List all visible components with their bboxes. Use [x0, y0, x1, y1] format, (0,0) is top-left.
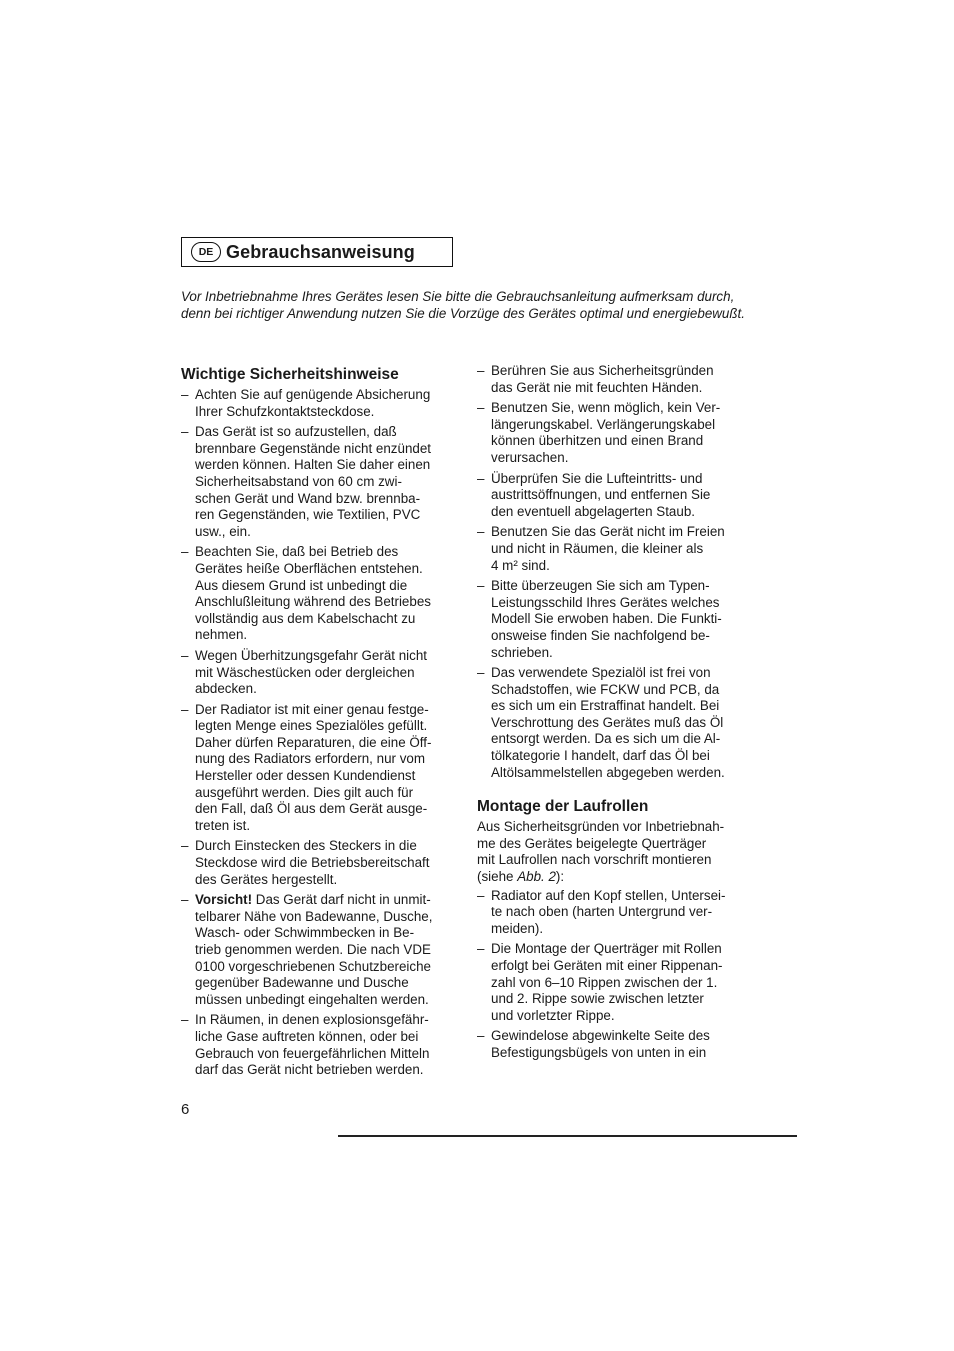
- list-item: [181, 544, 461, 644]
- list-dash: –: [477, 524, 485, 540]
- list-item: [181, 424, 461, 540]
- list-item: [181, 702, 461, 835]
- casters-intro-text: Aus Sicherheitsgründen vor Inbetriebnah- me des Gerätes beigelegte Querträger mit Laufrollen nach vorschrift montieren (siehe: [477, 819, 725, 885]
- list-item-text: Wegen Überhitzungsgefahr Gerät nicht mit Wäschestücken oder dergleichen abdecken.: [195, 647, 427, 697]
- figure-reference: Abb. 2: [517, 869, 556, 885]
- warning-text: [195, 892, 461, 1008]
- right-column: [477, 363, 767, 1066]
- language-badge: DE: [191, 242, 221, 262]
- list-dash: –: [477, 1028, 485, 1044]
- list-dash: –: [477, 941, 485, 957]
- warning-body: Das Gerät darf nicht in unmit- telbarer Nähe von Badewanne, Dusche, Wasch- oder Schwimmbecken in Be- trieb genommen werden. Die nach VDE 0100 vorgeschriebenen Schutzbereiche gegenüber Badewanne und Dusche müssen unbedingt eingehalten werden.: [195, 892, 433, 1007]
- list-item: [477, 400, 767, 466]
- list-dash: –: [181, 647, 189, 663]
- list-item-text: Durch Einstecken des Steckers in die Steckdose wird die Betriebsbereitschaft des Gerätes hergestellt.: [195, 838, 430, 887]
- list-item: [181, 838, 461, 888]
- intro-paragraph: Vor Inbetriebnahme Ihres Gerätes lesen Sie bitte die Gebrauchsanleitung aufmerksam durch, denn bei richtiger Anwendung nutzen Sie die Vorzüge des Gerätes optimal und energiebewußt.: [181, 289, 746, 321]
- list-item-text: Benutzen Sie das Gerät nicht im Freien und nicht in Räumen, die kleiner als 4 m² sind.: [491, 524, 725, 573]
- list-item: [181, 387, 461, 420]
- page-title: Gebrauchsanweisung: [226, 241, 415, 262]
- list-item-text: Gewindelose abgewinkelte Seite des Befestigungsbügels von unten in ein: [491, 1028, 710, 1060]
- list-dash: –: [181, 424, 189, 440]
- casters-heading: Montage der Laufrollen: [477, 798, 649, 816]
- list-dash: –: [181, 892, 189, 908]
- list-item: [477, 1028, 767, 1061]
- list-dash: –: [181, 838, 189, 854]
- list-dash: –: [477, 578, 485, 594]
- list-dash: –: [477, 887, 485, 903]
- list-item-text: Beachten Sie, daß bei Betrieb des Gerätes heiße Oberflächen entstehen. Aus diesem Grund ist unbedingt die Anschlußleitung während des Betriebes vollständig aus dem Kabelschacht zu nehmen.: [195, 544, 431, 643]
- list-dash: –: [181, 701, 189, 717]
- list-item-text: Berühren Sie aus Sicherheitsgründen das Gerät nie mit feuchten Händen.: [491, 363, 714, 395]
- list-dash: –: [181, 544, 189, 560]
- list-item-text: Die Montage der Querträger mit Rollen erfolgt bei Geräten mit einer Rippenan- zahl von 6–10 Rippen zwischen der 1. und 2. Rippe sowie zwischen letzter und vorletzter Rippe.: [491, 941, 723, 1023]
- list-item-text: Achten Sie auf genügende Absicherung Ihrer Schufzkontaktsteckdose.: [195, 387, 431, 419]
- list-item: [477, 665, 767, 781]
- list-dash: –: [181, 387, 189, 402]
- list-dash: –: [181, 1012, 189, 1028]
- list-dash: –: [477, 470, 485, 486]
- casters-section: [477, 797, 767, 1061]
- list-item: [181, 1012, 461, 1078]
- list-item-text: Benutzen Sie, wenn möglich, kein Ver- längerungskabel. Verlängerungskabel können überhitzen und einen Brand verursachen.: [491, 400, 721, 465]
- list-item: [477, 578, 767, 661]
- list-item-text: Das Gerät ist so aufzustellen, daß brennbare Gegenstände nicht enzündet werden können. Halten Sie daher einen Sicherheitsabstand von 60 cm zwi- schen Gerät und Wand bzw. brennba- ren Gegenständen, wie Textilien, PVC usw., ein.: [195, 424, 432, 539]
- warning-label: Vorsicht!: [195, 892, 253, 908]
- title-box: [181, 237, 453, 267]
- list-item-text: Bitte überzeugen Sie sich am Typen- Leistungsschild Ihres Gerätes welches Modell Sie erwoben haben. Die Funkti- onsweise finden Sie nachfolgend be- schrieben.: [491, 578, 722, 660]
- list-item-text: Überprüfen Sie die Lufteintritts- und austrittsöffnungen, und entfernen Sie den eventuell abgelagerten Staub.: [491, 470, 711, 519]
- casters-intro-end: ):: [555, 869, 565, 885]
- list-dash: –: [477, 363, 485, 378]
- list-item: [477, 524, 767, 574]
- list-dash: –: [477, 400, 485, 416]
- list-item-text: Der Radiator ist mit einer genau festge- legten Menge eines Spezialöles gefüllt. Daher dürfen Reparaturen, die eine Öff- nung des Radiators erfordern, nur vom Hersteller oder dessen Kundendienst ausgeführt werden. Dies gilt auch für den Fall, daß Öl aus dem Gerät ausge- treten ist.: [195, 701, 432, 833]
- left-column: [181, 363, 461, 1083]
- footer-rule: [338, 1135, 797, 1137]
- casters-intro: [477, 819, 767, 885]
- safety-heading: Wichtige Sicherheitshinweise: [181, 366, 399, 383]
- list-item: [477, 888, 767, 938]
- list-item-text: Das verwendete Spezialöl ist frei von Schadstoffen, wie FCKW und PCB, da es sich um ein Erstraffinat handelt. Bei Verschrottung des Gerätes muß das Öl entsorgt werden. Da es sich um die Al- tölkategorie I handelt, darf das Öl bei Altölsammelstellen abgegeben werden.: [491, 665, 725, 780]
- list-dash: –: [477, 665, 485, 681]
- list-item: [181, 648, 461, 698]
- list-item-text: Radiator auf den Kopf stellen, Untersei- te nach oben (harten Untergrund ver- meiden).: [491, 887, 726, 936]
- list-item: [477, 941, 767, 1024]
- warning-item: [181, 892, 461, 1008]
- list-item: [477, 471, 767, 521]
- list-item-text: In Räumen, in denen explosionsgefähr- liche Gase auftreten können, oder bei Gebrauch von feuergefährlichen Mitteln darf das Gerät nicht betrieben werden.: [195, 1012, 430, 1078]
- list-item: [477, 363, 767, 396]
- page-number: 6: [181, 1101, 190, 1118]
